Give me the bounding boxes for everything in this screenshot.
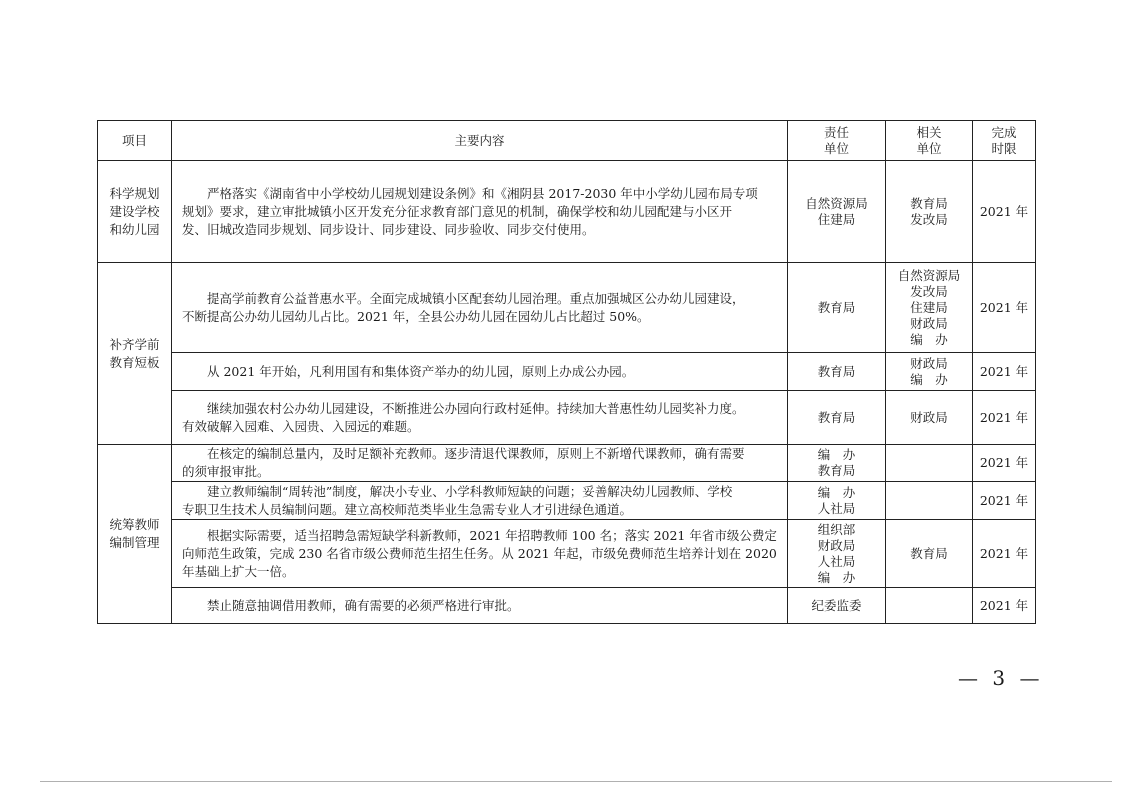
project-line: 编制管理	[109, 535, 160, 550]
related-unit-cell	[886, 263, 973, 353]
header-related	[886, 121, 973, 161]
related-unit: 住建局	[910, 299, 948, 315]
responsible-unit: 教育局	[817, 363, 856, 379]
content-cell	[172, 482, 788, 520]
related-unit: 编 办	[910, 371, 948, 387]
content-line: 有效破解入园难、入园贵、入园远的难题。	[182, 418, 420, 434]
content-cell	[172, 161, 788, 263]
header-content: 主要内容	[172, 121, 788, 161]
content-line: 禁止随意抽调借用教师，确有需要的必须严格进行审批。	[207, 597, 520, 613]
content-line: 提高学前教育公益普惠水平。全面完成城镇小区配套幼儿园治理。重点加强城区公办幼儿园建设，	[207, 290, 745, 306]
responsible-unit: 自然资源局	[805, 195, 868, 211]
project-line: 补齐学前	[109, 336, 160, 352]
content-cell	[172, 263, 788, 353]
content-line: 严格落实《湖南省中小学校幼儿园规划建设条例》和《湘阴县 2017-2030 年中小学幼儿园布局专项	[207, 185, 758, 201]
content-line: 在核定的编制总量内，及时足额补充教师。逐步清退代课教师，原则上不新增代课教师，确有需要	[207, 446, 745, 461]
table-row	[98, 353, 1036, 391]
content-line: 的须审报审批。	[182, 464, 270, 479]
related-unit: 财政局	[910, 355, 948, 371]
content-line: 向师范生政策，完成 230 名省市级公费师范生招生任务。从 2021 年起，市级免费师范生培养计划在 2020	[182, 545, 777, 561]
project-line: 教育短板	[109, 354, 160, 370]
responsible-unit: 编 办	[817, 447, 856, 462]
project-cell	[98, 161, 172, 263]
responsible-unit: 纪委监委	[811, 597, 862, 613]
content-line: 建立教师编制“周转池”制度，解决小专业、小学科教师短缺的问题；妥善解决幼儿园教师、学校	[207, 483, 733, 499]
table-row	[98, 161, 1036, 263]
table-row	[98, 391, 1036, 445]
content-cell	[172, 520, 788, 588]
related-unit: 编 办	[910, 331, 948, 347]
responsible-unit: 人社局	[817, 500, 856, 516]
header-responsible-line: 单位	[823, 140, 849, 156]
related-unit-cell	[886, 353, 973, 391]
related-unit-cell	[886, 391, 973, 445]
project-cell	[98, 263, 172, 445]
content-line: 根据实际需要，适当招聘急需短缺学科新教师，2021 年招聘教师 100 名；落实 2021 年省市级公费定	[207, 527, 777, 543]
responsible-unit-cell	[788, 445, 886, 482]
project-line: 建设学校	[109, 203, 160, 219]
content-line: 从 2021 年开始，凡利用国有和集体资产举办的幼儿园，原则上办成公办园。	[207, 363, 635, 379]
responsible-unit: 人社局	[817, 553, 856, 569]
responsible-unit-cell	[788, 353, 886, 391]
deadline-cell: 2021 年	[973, 161, 1036, 263]
related-unit: 财政局	[910, 409, 948, 425]
related-unit-cell	[886, 161, 973, 263]
related-unit: 自然资源局	[897, 267, 961, 283]
content-line: 专职卫生技术人员编制问题。建立高校师范类毕业生急需专业人才引进绿色通道。	[182, 501, 633, 517]
deadline-cell: 2021 年	[973, 520, 1036, 588]
header-responsible	[788, 121, 886, 161]
related-unit: 财政局	[910, 315, 948, 331]
responsible-unit: 教育局	[817, 299, 856, 315]
deadline-cell: 2021 年	[973, 263, 1036, 353]
header-project: 项目	[98, 121, 172, 161]
responsible-unit: 编 办	[817, 484, 856, 500]
content-line: 年基础上扩大一倍。	[182, 563, 295, 579]
header-responsible-line: 责任	[823, 124, 849, 140]
related-unit-cell	[886, 445, 973, 482]
table-row	[98, 588, 1036, 624]
related-unit-cell	[886, 588, 973, 624]
content-line: 继续加强农村公办幼儿园建设，不断推进公办园向行政村延伸。持续加大普惠性幼儿园奖补力度。	[207, 400, 745, 416]
project-cell	[98, 445, 172, 624]
responsible-unit-cell	[788, 482, 886, 520]
content-line: 发、旧城改造同步规划、同步设计、同步建设、同步验收、同步交付使用。	[182, 221, 595, 237]
table-row	[98, 263, 1036, 353]
table-row	[98, 445, 1036, 482]
responsible-unit: 住建局	[817, 211, 856, 227]
responsible-unit-cell	[788, 588, 886, 624]
related-unit-cell	[886, 482, 973, 520]
page-number: — 3 —	[958, 666, 1044, 690]
related-unit: 教育局	[910, 195, 948, 211]
deadline-cell: 2021 年	[973, 445, 1036, 482]
responsible-unit: 财政局	[817, 537, 856, 553]
related-unit: 教育局	[910, 545, 948, 561]
deadline-cell: 2021 年	[973, 391, 1036, 445]
content-line: 规划》要求，建立审批城镇小区开发充分征求教育部门意见的机制，确保学校和幼儿园配建与小区开	[182, 203, 733, 219]
header-related-line: 单位	[916, 140, 942, 156]
related-unit: 发改局	[910, 211, 948, 227]
project-line: 和幼儿园	[109, 221, 160, 237]
project-line: 统筹教师	[109, 517, 160, 532]
responsible-unit: 教育局	[817, 409, 856, 425]
responsible-unit-cell	[788, 263, 886, 353]
bottom-divider	[40, 781, 1112, 782]
content-line: 不断提高公办幼儿园幼儿占比。2021 年，全县公办幼儿园在园幼儿占比超过 50%。	[182, 308, 650, 324]
content-cell	[172, 445, 788, 482]
responsible-unit: 组织部	[817, 521, 856, 537]
responsible-unit: 教育局	[817, 463, 856, 478]
header-deadline-line: 时限	[991, 140, 1017, 156]
header-deadline	[973, 121, 1036, 161]
table-row	[98, 520, 1036, 588]
content-cell	[172, 353, 788, 391]
header-related-line: 相关	[916, 124, 942, 140]
responsible-unit-cell	[788, 391, 886, 445]
related-unit-cell	[886, 520, 973, 588]
content-cell	[172, 391, 788, 445]
project-line: 科学规划	[109, 185, 160, 201]
header-deadline-line: 完成	[991, 124, 1017, 140]
responsible-unit: 编 办	[817, 569, 856, 585]
deadline-cell: 2021 年	[973, 588, 1036, 624]
table-header-row	[98, 121, 1036, 161]
deadline-cell: 2021 年	[973, 353, 1036, 391]
responsible-unit-cell	[788, 161, 886, 263]
responsible-unit-cell	[788, 520, 886, 588]
related-unit: 发改局	[910, 283, 948, 299]
content-cell	[172, 588, 788, 624]
task-table	[97, 120, 1036, 624]
table-row	[98, 482, 1036, 520]
deadline-cell: 2021 年	[973, 482, 1036, 520]
task-table-body	[98, 121, 1036, 624]
